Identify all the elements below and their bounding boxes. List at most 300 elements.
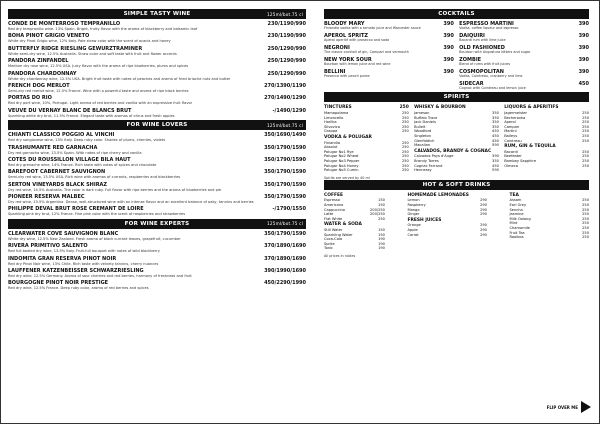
item-name: Mango bbox=[407, 207, 420, 212]
menu-row bbox=[324, 217, 385, 222]
cocktail-description: Vodka, coffee liqueur and espresso bbox=[459, 26, 519, 30]
wine-description: Red dry Pinot Noir wine, 13% Chile. Rich taste with velvety tannins, cherry nuances bbox=[8, 261, 159, 266]
cocktail-description: Prosecco with peach puree bbox=[324, 73, 370, 78]
item-name: Coca-Cola bbox=[324, 237, 343, 242]
item-price: 250 bbox=[401, 168, 409, 173]
item-name: Assam bbox=[509, 198, 522, 203]
item-name: Brandy Torres bbox=[414, 158, 439, 163]
item-name: Mamapolama bbox=[324, 111, 349, 116]
section-heading-label: CALVADOS, BRANDY & COGNAC bbox=[414, 148, 492, 154]
item-price: 150 bbox=[378, 198, 385, 203]
wine-price: 350/1790/1590 bbox=[264, 230, 306, 237]
item-price: 590 bbox=[492, 143, 499, 148]
item-name: Limoncello bbox=[324, 115, 344, 120]
item-price: 200/250 bbox=[370, 207, 385, 212]
item-price: 250 bbox=[582, 202, 589, 207]
wine-description: White dry chardonnay wine, 12.5% USA. Bright fruit taste with notes of peaches and aroma of fried brioche nuts and butter bbox=[8, 76, 231, 81]
cocktail-item bbox=[459, 57, 589, 67]
wine-name: BUTTERFLY RIDGE RIESLING GEWURZTRAMINER bbox=[8, 45, 143, 52]
item-name: Horilka bbox=[324, 120, 337, 125]
wine-price: 350/1790/1590 bbox=[264, 156, 306, 163]
cocktail-item bbox=[324, 57, 454, 67]
spirits-header bbox=[324, 92, 589, 102]
flip-text: FLIP OVER ME bbox=[546, 404, 578, 410]
item-name: Espresso bbox=[324, 198, 340, 203]
arrow-right-icon bbox=[581, 401, 591, 413]
item-price: 450 bbox=[492, 129, 499, 134]
cocktail-item bbox=[459, 21, 589, 31]
wine-description: Sparkling white dry brut, 11.5% France. Elegant taste with aromas of citrus and fresh apples bbox=[8, 113, 175, 118]
cocktail-col bbox=[459, 21, 589, 92]
menu-row bbox=[510, 235, 590, 240]
item-price: 390 bbox=[492, 154, 499, 159]
wine-item bbox=[8, 132, 306, 142]
cocktail-price: 390 bbox=[443, 68, 454, 75]
cocktail-price: 390 bbox=[443, 56, 454, 63]
cocktail-price: 390 bbox=[443, 32, 454, 39]
section-heading-label: WATER & SODA bbox=[324, 222, 362, 228]
wine-description: Red full bodied dry wine, 13.5% Italy. Fruit-full bouquet with notes of wild blackberry bbox=[8, 249, 160, 254]
wine-description: Semi-dry red wine, 13.5% USA. Rich wine with aromas of currants, raspberries and blackberries bbox=[8, 175, 181, 180]
wine-description: Dry red wine, 13.5% Argentina. Dense, well-structured wine with an intense flavor and an excellent balance of oaky, tannins and berries bbox=[8, 200, 254, 205]
cocktail-item bbox=[459, 69, 589, 79]
wine-price: 250/1290/990 bbox=[267, 58, 306, 65]
item-name: Sprite bbox=[324, 241, 335, 246]
wine-description: Red dry wine, 12.5% Germany. Aroma of sour cherries and red berries, harmony of freshness and fruit bbox=[8, 274, 192, 279]
wine-item bbox=[8, 95, 306, 105]
item-price: 450 bbox=[492, 134, 499, 138]
wine-description: Red dry port wine, 10%, Portugal. Light aroma of red berries and vanilla with an expressive fruit flavor bbox=[8, 101, 193, 106]
item-price: 350 bbox=[492, 115, 499, 120]
item-price: 150 bbox=[378, 232, 385, 237]
wine-description: Red dry wine, 12.5% France. Deep ruby color, aroma of red berries and spices bbox=[8, 286, 149, 291]
cocktail-description: Bourbon with Angostura bitters and sugar bbox=[459, 49, 531, 54]
wine-price: 270/1390/1190 bbox=[264, 82, 306, 89]
wine-description: White dry Pinot Grigio wine, 12% Italy. Pale straw color with the scent of acacia and honey bbox=[8, 39, 171, 44]
wine-item bbox=[8, 157, 306, 167]
item-name: Jameson bbox=[414, 111, 430, 116]
item-name: Macallan bbox=[414, 143, 431, 148]
cocktail-item bbox=[324, 33, 454, 43]
item-price: 250 bbox=[582, 221, 589, 226]
wine-item bbox=[8, 46, 306, 56]
item-name: Cognac Ferrand bbox=[414, 163, 443, 168]
wine-name: FRENCH DOG MERLOT bbox=[8, 82, 70, 89]
wine-description: Red dry tempranillo wine. 13% Spain. Bright, fruity flavor with the aroma of blackberry and balsamic leaf bbox=[8, 27, 198, 31]
wine-name: BAREFOOT CABERNET SAUVIGNON bbox=[8, 169, 106, 176]
hot-col bbox=[510, 192, 590, 251]
lovers-subtitle: 125ml/bot.75 cl bbox=[267, 122, 303, 128]
item-name: Americano bbox=[324, 202, 344, 207]
item-price: 250 bbox=[582, 149, 589, 154]
spirits-title: SPIRITS bbox=[443, 94, 470, 101]
wine-price: 350/1790/1590 bbox=[264, 144, 306, 151]
item-price: 250 bbox=[582, 163, 589, 168]
wine-column bbox=[8, 9, 306, 293]
item-price: 190 bbox=[378, 237, 385, 242]
cocktail-price: 390 bbox=[578, 21, 589, 27]
wine-price: 450/2290/1990 bbox=[264, 280, 306, 287]
item-price: 250 bbox=[401, 120, 409, 125]
item-price: 250 bbox=[401, 115, 409, 120]
cocktail-description: Finlandia vodka with a tomato juice and Worcester sauce bbox=[324, 26, 421, 30]
menu-row bbox=[414, 168, 499, 173]
section-heading-label: TINCTURES bbox=[324, 105, 352, 111]
menu-row bbox=[324, 246, 385, 251]
spirits-col bbox=[504, 104, 589, 172]
menu-row bbox=[324, 129, 409, 134]
item-price: 150 bbox=[378, 202, 385, 207]
item-name: Grappa bbox=[324, 129, 338, 134]
cocktail-description: Bacardi rum with lime juice bbox=[459, 37, 506, 42]
item-price: 250 bbox=[401, 158, 409, 163]
item-price: 250 bbox=[401, 163, 409, 168]
cocktail-item bbox=[324, 21, 454, 31]
wine-item bbox=[8, 231, 306, 241]
wine-name: LAUFFENER KATZENBEISSER SCHWARZRIESLING bbox=[8, 268, 144, 275]
wine-price: 370/1890/1690 bbox=[264, 255, 306, 262]
cocktail-price: 390 bbox=[578, 32, 589, 39]
item-name: Aperol bbox=[504, 120, 516, 125]
cocktail-description: The classic cocktail of gin, Campari and vermouth bbox=[324, 49, 409, 54]
cocktails-header bbox=[324, 9, 589, 19]
cocktail-name: APEROL SPRITZ bbox=[324, 32, 368, 39]
wine-item bbox=[8, 206, 306, 216]
spirits-note: Spirits are served by 40 ml bbox=[324, 175, 370, 180]
section-heading-label: TEA bbox=[509, 192, 519, 198]
cocktail-price: 390 bbox=[443, 44, 454, 51]
cocktail-name: NEW YORK SOUR bbox=[324, 56, 372, 63]
wine-price: 390/1990/1690 bbox=[264, 268, 306, 275]
experts-header bbox=[8, 219, 306, 229]
item-name: Fruit Tea bbox=[509, 230, 525, 235]
menu-row bbox=[504, 164, 589, 169]
wine-item bbox=[8, 169, 306, 179]
spirits-col bbox=[414, 104, 499, 172]
item-price: 350 bbox=[492, 124, 499, 129]
wine-description: Semi-dry red merlot wine, 12.5% France. Wine with a powerful taste and aroma of ripe black berries bbox=[8, 88, 189, 93]
simple-header bbox=[8, 9, 306, 19]
hot-title: HOT & SOFT DRINKS bbox=[422, 181, 491, 188]
cocktail-name: COSMOPOLITAN bbox=[459, 68, 504, 75]
section-heading-label: LIQUORS & APERITIFS bbox=[504, 105, 559, 111]
item-price: 150 bbox=[378, 227, 385, 232]
item-name: Jack Daniels bbox=[414, 120, 436, 125]
wine-name: PORTAS DO RIO bbox=[8, 95, 52, 102]
item-price: 250 bbox=[582, 216, 589, 221]
wine-item bbox=[8, 83, 306, 93]
wine-price: 250/1290/990 bbox=[267, 70, 306, 77]
experts-title: FOR WINE EXPERTS bbox=[124, 220, 190, 227]
lovers-title: FOR WINE LOVERS bbox=[126, 122, 188, 129]
cocktail-description: Vodka, Cointreau, cranberry and lime bbox=[459, 73, 523, 78]
item-name: Polugar No3 Pepper bbox=[324, 158, 360, 163]
wine-description: Red dry grenache wine, 14% France. Rich taste with notes of spices and chocolate bbox=[8, 162, 157, 167]
item-name: Lemon bbox=[407, 198, 420, 203]
wine-item bbox=[8, 243, 306, 253]
item-name: Polugar No5 Cumin bbox=[324, 168, 359, 173]
item-price: 250 bbox=[378, 216, 385, 221]
section-heading-price: 250 bbox=[399, 105, 409, 111]
item-name: Jagermeister bbox=[504, 111, 528, 116]
item-price: 250 bbox=[582, 207, 589, 212]
item-name: Earl Grey bbox=[509, 202, 527, 207]
item-name: Chamomile bbox=[509, 225, 530, 230]
wine-price: 370/1890/1690 bbox=[264, 243, 306, 250]
section-heading-label: RUM, GIN & TEQUILA bbox=[504, 144, 556, 150]
item-price: 250 bbox=[582, 154, 589, 159]
item-name: Singleton bbox=[414, 134, 432, 138]
item-price: 250 bbox=[582, 230, 589, 235]
hot-col bbox=[324, 192, 385, 251]
wine-name: COTES DU ROUSSILLON VILLAGE BILA HAUT bbox=[8, 156, 131, 163]
item-price: 200/250 bbox=[370, 212, 385, 217]
hot-col bbox=[407, 192, 487, 251]
cocktail-description: Blend of rums with fruit juices bbox=[459, 61, 511, 66]
cocktail-col bbox=[324, 21, 454, 92]
item-name: Finlandia bbox=[324, 140, 341, 145]
item-name: Bacardi bbox=[504, 149, 518, 154]
item-price: 250 bbox=[401, 124, 409, 129]
item-name: Campari bbox=[504, 124, 520, 129]
wine-item bbox=[8, 145, 306, 155]
wine-price: 250/1290/990 bbox=[267, 45, 306, 52]
item-name: Milk Oolong bbox=[509, 216, 531, 221]
wine-name: PANDORA ZINFANDEL bbox=[8, 58, 69, 65]
item-name: Bulleit bbox=[414, 124, 426, 129]
item-price: 290 bbox=[480, 207, 487, 212]
cocktail-name: BLOODY MARY bbox=[324, 21, 365, 27]
menu-row bbox=[414, 143, 499, 148]
item-name: Hennessy bbox=[414, 168, 432, 173]
cocktails-title: COCKTAILS bbox=[438, 11, 475, 17]
item-name: Olmeca bbox=[504, 163, 518, 168]
item-name: Bombay Sapphire bbox=[504, 158, 537, 163]
item-name: Cappuccino bbox=[324, 207, 345, 212]
item-price: 190 bbox=[378, 241, 385, 246]
item-price: 290 bbox=[480, 212, 487, 217]
item-name: Buffalo Trace bbox=[414, 115, 438, 120]
item-name: Cointreau bbox=[504, 138, 522, 143]
item-price: 190 bbox=[378, 246, 385, 251]
item-price: 250 bbox=[582, 124, 589, 129]
wine-item bbox=[8, 194, 306, 204]
item-price: 250 bbox=[582, 134, 589, 138]
item-name: Mint bbox=[509, 221, 518, 226]
wine-item bbox=[8, 21, 306, 31]
wine-name: CONDE DE MONTERROSO TEMPRANILLO bbox=[8, 21, 121, 27]
item-name: Woodford bbox=[414, 129, 432, 134]
cocktail-item bbox=[459, 33, 589, 43]
wine-price: 350/1790/1590 bbox=[264, 169, 306, 176]
cocktail-name: ZOMBIE bbox=[459, 56, 482, 63]
wine-item bbox=[8, 71, 306, 81]
item-price: 250 bbox=[582, 235, 589, 240]
item-name: Calvados Pays d'Auge bbox=[414, 154, 454, 159]
menu-row bbox=[504, 139, 589, 144]
wine-price: 350/1790/1590 bbox=[264, 181, 306, 188]
item-price: 350 bbox=[492, 158, 499, 163]
item-price: 290 bbox=[480, 202, 487, 207]
simple-title: SIMPLE TASTY WINE bbox=[123, 11, 191, 17]
cocktail-name: ESPRESSO MARTINI bbox=[459, 21, 514, 27]
item-name: Flat White bbox=[324, 216, 343, 221]
item-name: Martini bbox=[504, 129, 517, 134]
wine-price: -/1490/1290 bbox=[272, 107, 306, 114]
section-heading-label: COFFEE bbox=[324, 192, 343, 198]
wine-name: RIVERA PRIMITIVO SALENTO bbox=[8, 243, 88, 250]
menu-row bbox=[407, 212, 487, 217]
item-name: Beefeater bbox=[504, 154, 522, 159]
wine-description: Medium dry rose wine, 12.5% USA. Juicy flavor with the aroma of ripe blueberries, plums and spices bbox=[8, 64, 189, 69]
cocktail-description: Bourbon with lemon juice and red wine bbox=[324, 61, 391, 66]
wine-price: 350/1690/1490 bbox=[264, 132, 306, 139]
cocktail-item bbox=[459, 45, 589, 55]
item-name: Slivovica bbox=[324, 124, 340, 129]
lovers-header bbox=[8, 120, 306, 130]
item-name: Ginger bbox=[407, 212, 420, 217]
wine-item bbox=[8, 33, 306, 43]
wine-name: VEUVE DU VERNAY BLANC DE BLANCS BRUT bbox=[8, 107, 132, 114]
wine-item bbox=[8, 58, 306, 68]
wine-name: PANDORA CHARDONNAY bbox=[8, 70, 77, 77]
soft-note: All prices in rubles bbox=[324, 253, 356, 258]
wine-item bbox=[8, 108, 306, 118]
section-heading-label: WHISKY & BOURBON bbox=[414, 105, 466, 111]
wine-name: CLEARWATER COVE SAUVIGNON BLANC bbox=[8, 230, 119, 237]
item-price: 290 bbox=[480, 232, 487, 237]
wine-price: 230/1190/990 bbox=[267, 21, 306, 27]
item-price: 450 bbox=[492, 163, 499, 168]
item-price: 290 bbox=[480, 223, 487, 228]
item-price: 250 bbox=[582, 158, 589, 163]
item-name: Polugar No2 Wheat bbox=[324, 154, 359, 159]
item-name: Absolut bbox=[324, 145, 338, 150]
item-price: 450 bbox=[492, 138, 499, 143]
wine-name: CHIANTI CLASSICO POGGIO AL VINCHI bbox=[8, 132, 115, 139]
cocktail-item bbox=[324, 45, 454, 55]
wine-description: Red dry sangiovese wine, 13% Italy. Deep ruby color. Shades of plums, cherries, violets bbox=[8, 138, 166, 143]
wine-description: White dry wine, 12.5% New Zealand. Fresh aroma of black currant leaves, grapefruit, cucumber bbox=[8, 236, 181, 241]
cocktail-name: SIDECAR bbox=[459, 80, 484, 87]
section-heading-label: HOMEMADE LEMONADES bbox=[407, 192, 469, 198]
item-price: 250 bbox=[582, 120, 589, 125]
item-name: Apple bbox=[407, 227, 418, 232]
item-price: 250 bbox=[582, 111, 589, 116]
item-price: 290 bbox=[480, 198, 487, 203]
item-price: 250 bbox=[582, 129, 589, 134]
item-name: Polugar No4 Honey bbox=[324, 163, 359, 168]
item-name: Sparkling Water bbox=[324, 232, 353, 237]
cocktail-price: 390 bbox=[578, 56, 589, 63]
hot-header bbox=[324, 180, 589, 190]
item-price: 250 bbox=[582, 198, 589, 203]
cocktail-name: NEGRONI bbox=[324, 44, 350, 51]
menu-row bbox=[407, 233, 487, 238]
flip-over[interactable] bbox=[547, 401, 591, 413]
item-price: 250 bbox=[401, 129, 409, 134]
cocktail-grid bbox=[324, 21, 589, 92]
cocktail-name: BELLINI bbox=[324, 68, 346, 75]
cocktail-price: 390 bbox=[443, 21, 454, 27]
wine-description: Sparkling pink dry brut, 12% France. Fine pink color with the scent of raspberries and strawberries bbox=[8, 212, 186, 217]
item-price: 350 bbox=[492, 120, 499, 125]
wine-name: PHILIPPE DEVAL BRUT ROSE CREMANT DE LOIRE bbox=[8, 206, 144, 213]
item-name: Rooibos bbox=[509, 235, 524, 240]
hot-grid bbox=[324, 192, 589, 251]
spirits-grid bbox=[324, 104, 589, 172]
wine-price: 270/1490/1290 bbox=[264, 95, 306, 102]
wine-name: BOHA PINOT GRIGIO VENETO bbox=[8, 33, 90, 40]
wine-price: -/1790/1550 bbox=[272, 206, 306, 213]
item-name: Latte bbox=[324, 212, 334, 217]
cocktail-description: Cognac with Cointreau and lemon juice bbox=[459, 85, 526, 90]
item-name: Orange bbox=[407, 223, 421, 228]
wine-description: Dry red garnacha wine, 13.5% Spain. With notes of ripe cherry and vanilla bbox=[8, 150, 142, 155]
wine-item bbox=[8, 182, 306, 192]
wine-item bbox=[8, 280, 306, 290]
item-name: Tonic bbox=[324, 246, 334, 251]
cocktail-name: OLD FASHIONED bbox=[459, 44, 505, 51]
item-name: Sencha bbox=[509, 207, 523, 212]
item-price: 290 bbox=[480, 227, 487, 232]
cocktail-item bbox=[324, 69, 454, 79]
item-name: Baileys bbox=[504, 134, 518, 138]
item-name: Glenfiddich bbox=[414, 138, 435, 143]
item-name: Still Water bbox=[324, 227, 343, 232]
section-heading-label: FRESH JUICES bbox=[407, 217, 442, 223]
item-name: Raspberry bbox=[407, 202, 426, 207]
cocktail-description: Aperol aperitif with prosecco and soda bbox=[324, 37, 390, 42]
item-price: 250 bbox=[401, 111, 409, 116]
item-price: 250 bbox=[582, 115, 589, 120]
item-price: 350 bbox=[492, 111, 499, 116]
simple-subtitle: 125ml/bot.75 cl bbox=[267, 11, 303, 17]
item-price: 250 bbox=[401, 140, 409, 145]
item-price: 250 bbox=[401, 145, 409, 150]
menu-row bbox=[324, 168, 409, 173]
wine-name: SERTON VINEYARDS BLACK SHIRAZ bbox=[8, 181, 108, 188]
wine-description: Dry red wine, 14.5% Australia. The color is dark ruby. Full flavor with ripe berries and the aroma of blueberries and pie bbox=[8, 187, 222, 192]
wine-name: TRASHUMANTE RED GARNACHA bbox=[8, 144, 98, 151]
cocktail-name: DAIQUIRI bbox=[459, 32, 485, 39]
wine-item bbox=[8, 268, 306, 278]
cocktail-price: 390 bbox=[578, 44, 589, 51]
cocktail-item bbox=[459, 81, 589, 91]
item-price: 250 bbox=[582, 138, 589, 143]
section-heading-label: VODKA & POLUGAR bbox=[324, 135, 372, 140]
item-price: 590 bbox=[492, 168, 499, 173]
cocktail-price: 390 bbox=[578, 68, 589, 75]
wine-name: INDOMITA GRAN RESERVA PINOT NOIR bbox=[8, 255, 117, 262]
wine-name: PIONEER RESERVA MALBEC bbox=[8, 194, 85, 201]
drinks-column bbox=[324, 9, 589, 258]
wine-price: 230/1190/990 bbox=[267, 33, 306, 40]
item-price: 250 bbox=[582, 225, 589, 230]
experts-subtitle: 125ml/bot.75 cl bbox=[267, 221, 303, 227]
item-name: Jasmine bbox=[509, 212, 524, 217]
wine-description: White semi-dry wine, 12.5% Australia. Straw color and soft taste with fruit and flower accents bbox=[8, 51, 177, 56]
item-price: 250 bbox=[401, 154, 409, 159]
item-name: Polugar No1 Rye bbox=[324, 149, 354, 154]
spirits-col bbox=[324, 104, 409, 172]
cocktail-price: 450 bbox=[578, 80, 589, 87]
wine-price: 350/1790/1590 bbox=[264, 194, 306, 201]
item-name: Becherovka bbox=[504, 115, 526, 120]
wine-name: BOURGOGNE PINOT NOIR PRESTIGE bbox=[8, 280, 109, 287]
item-price: 250 bbox=[401, 149, 409, 154]
item-price: 250 bbox=[582, 212, 589, 217]
